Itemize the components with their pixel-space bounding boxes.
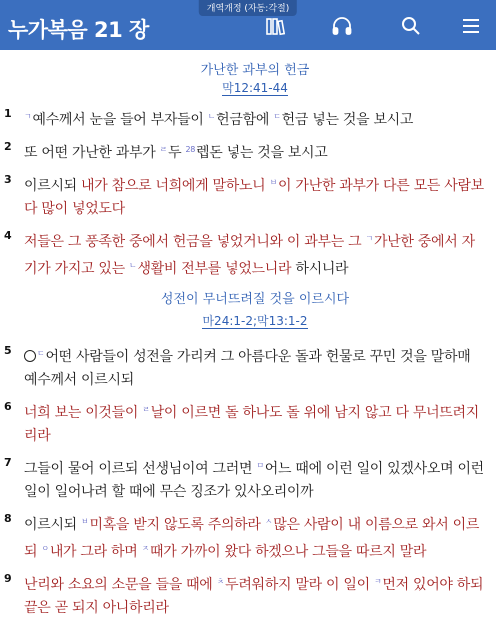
footnote-marker[interactable]: 28	[185, 145, 196, 154]
footnote-marker[interactable]: ㄴ	[129, 261, 137, 270]
book-chapter-title[interactable]: 누가복음 21 장	[8, 18, 149, 42]
headphones-icon[interactable]	[331, 15, 353, 37]
footnote-marker[interactable]: ㅋ	[373, 577, 382, 586]
footnote-marker[interactable]: ㄷ	[37, 349, 45, 358]
verse-7[interactable]: 7 그들이 물어 이르되 선생님이여 그러면 $^ㅁ$어느 때에 이런 일이 있겠사오며 이런 일이 일어나려 할 때에 무슨 징조가 있사오리이까	[4, 456, 484, 500]
section-heading: 가난한 과부의 헌금	[200, 63, 310, 78]
verse-2[interactable]: 2 또 어떤 가난한 과부가 $^ㄹ$두 $^{28}$렙돈 넣는 것을 보시고	[4, 140, 328, 161]
footnote-marker[interactable]: ㅅ	[264, 517, 273, 526]
footnote-marker[interactable]: ㅊ	[216, 577, 225, 586]
footnote-marker[interactable]: ㄷ	[273, 112, 281, 121]
footnote-marker[interactable]: ㅇ	[41, 544, 49, 553]
footnote-marker[interactable]: ㅂ	[81, 517, 89, 526]
footnote-marker[interactable]: ㄹ	[159, 145, 168, 154]
footnote-marker[interactable]: ㄹ	[142, 405, 150, 414]
footnote-marker[interactable]: ㅈ	[141, 544, 150, 553]
library-icon[interactable]	[265, 15, 287, 37]
menu-icon[interactable]	[460, 15, 482, 37]
verse-1[interactable]: 1 $^ㄱ$예수께서 눈을 들어 부자들이 $^ㄴ$헌금함에 $^ㄷ$헌금 넣는 것을 보시고	[4, 107, 414, 128]
chapter-content	[0, 62, 496, 620]
verse-6[interactable]: 6 너희 보는 이것들이 $^ㄹ$날이 이르면 돌 하나도 돌 위에 남지 않고 다 무너뜨려지리라	[4, 400, 479, 444]
search-icon[interactable]	[400, 15, 422, 37]
verse-8[interactable]: 8 이르시되 $^ㅂ$미혹을 받지 않도록 주의하라 $^ㅅ$많은 사람이 내 이름으로 와서 이르되 $^ㅇ$내가 그라 하며 $^ㅈ$때가 가까이 왔다 하겠으나 그들을 따르지 말라	[4, 512, 480, 560]
version-selector[interactable]: 개역개정 (자동:각절)	[199, 0, 297, 16]
verse-3[interactable]: 3 이르시되 내가 참으로 너희에게 말하노니 $^ㅂ$이 가난한 과부가 다른 모든 사람보다 많이 넣었도다	[4, 173, 484, 217]
verse-9[interactable]: 9 난리와 소요의 소문을 들을 때에 $^ㅊ$두려워하지 말라 이 일이 $^ㅋ$먼저 있어야 하되 끝은 곧 되지 아니하리라	[4, 572, 484, 616]
footnote-marker[interactable]: ㅁ	[256, 461, 264, 470]
footnote-marker[interactable]: ㄴ	[207, 112, 216, 121]
footnote-marker[interactable]: ㅂ	[269, 178, 277, 187]
verse-4[interactable]: 4 저들은 그 풍족한 중에서 헌금을 넣었거니와 이 과부는 그 $^ㄱ$가난한 중에서 자기가 가지고 있는 $^ㄴ$생활비 전부를 넣었느니라 하시니라	[4, 229, 475, 277]
verse-5[interactable]: 5 $^ㄷ$어떤 사람들이 성전을 가리켜 그 아름다운 돌과 헌물로 꾸민 것을 말하매 예수께서 이르시되	[4, 344, 471, 388]
footnote-marker[interactable]: ㄱ	[24, 112, 32, 121]
paragraph-mark-icon	[24, 350, 36, 362]
section-heading: 성전이 무너뜨려질 것을 이르시다	[160, 292, 350, 307]
top-bar	[0, 0, 496, 50]
cross-reference-link[interactable]: 마24:1-2;막13:1-2	[202, 314, 308, 328]
footnote-marker[interactable]: ㄱ	[365, 234, 373, 243]
cross-reference-link[interactable]: 막12:41-44	[222, 81, 288, 95]
